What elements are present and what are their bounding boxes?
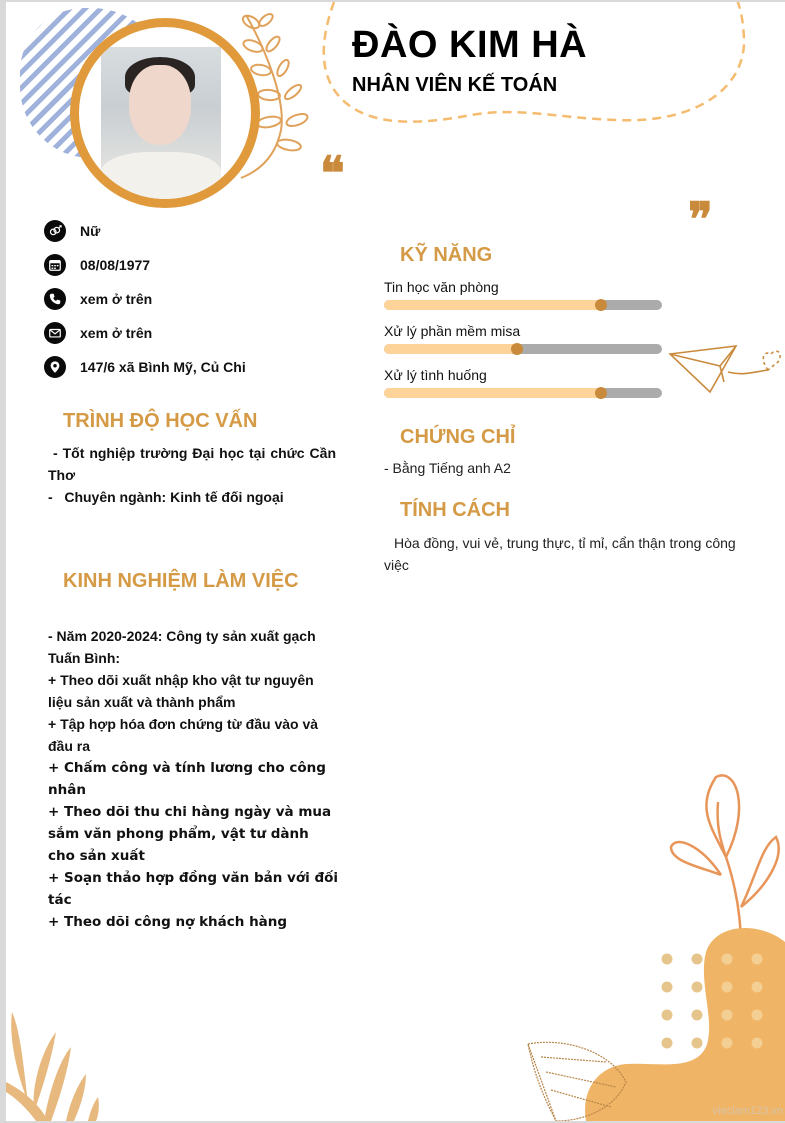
experience-line: + Tập hợp hóa đơn chứng từ đầu vào và đầu ra [48, 716, 319, 754]
skill-item [384, 278, 664, 322]
education-line: - Chuyên ngành: Kinh tế đối ngoại [48, 489, 284, 505]
close-quote-icon: ❞ [688, 192, 713, 246]
skill-label: Tin học văn phòng [384, 279, 499, 295]
experience-line: - Năm 2020-2024: Công ty sản xuất gạch Tuấn Bình: [48, 628, 316, 666]
contact-email [44, 316, 246, 350]
experience-line: + Theo dõi công nợ khách hàng [48, 914, 288, 930]
education-heading: TRÌNH ĐỘ HỌC VẤN [63, 410, 258, 432]
experience-line: + Soạn thảo hợp đồng văn bản với đối tác [48, 870, 339, 908]
skill-bar [384, 344, 662, 354]
experience-line: + Chấm công và tính lương cho công nhân [48, 760, 326, 798]
email-icon [44, 322, 66, 344]
email-value: xem ở trên [80, 325, 153, 341]
branch-decoration [656, 767, 785, 947]
paper-plane-decoration [668, 342, 785, 397]
orange-blob-decoration [526, 922, 785, 1121]
experience-heading: KINH NGHIỆM LÀM VIỆC [63, 570, 299, 592]
personality-content: Hòa đồng, vui vẻ, trung thực, tỉ mỉ, cẩn thận trong công việc [384, 535, 736, 573]
gender-value: Nữ [80, 223, 101, 239]
profile-photo-frame [70, 18, 260, 208]
contact-birthdate [44, 248, 246, 282]
education-line: - Tốt nghiệp trường Đại học tại chức Cần Thơ [48, 445, 340, 483]
gender-icon [44, 220, 66, 242]
skills-list [384, 278, 664, 410]
phone-icon [44, 288, 66, 310]
skill-item [384, 366, 664, 410]
calendar-icon [44, 254, 66, 276]
job-title: NHÂN VIÊN KẾ TOÁN [352, 74, 558, 96]
skill-label: Xử lý phần mềm misa [384, 323, 521, 339]
contact-address [44, 350, 246, 384]
profile-photo [101, 47, 221, 197]
skill-label: Xử lý tình huống [384, 367, 487, 383]
skills-heading: KỸ NĂNG [400, 244, 493, 266]
watermark: vieclam123.vn [712, 1105, 783, 1117]
address-value: 147/6 xã Bình Mỹ, Củ Chi [80, 359, 246, 375]
phone-value: xem ở trên [80, 291, 153, 307]
birthdate-value: 08/08/1977 [80, 257, 151, 273]
certificates-heading: CHỨNG CHỈ [400, 426, 516, 448]
contact-phone [44, 282, 246, 316]
cv-page [6, 2, 785, 1121]
skill-bar [384, 388, 662, 398]
experience-line: + Theo dõi xuất nhập kho vật tư nguyên liệu sản xuất và thành phẩm [48, 672, 314, 710]
education-content [48, 442, 340, 508]
certificates-content: - Bằng Tiếng anh A2 [384, 460, 511, 476]
leaf-decoration [6, 1002, 106, 1121]
contact-info [44, 214, 246, 384]
personality-heading: TÍNH CÁCH [400, 499, 510, 521]
candidate-name: ĐÀO KIM HÀ [352, 24, 588, 66]
dashed-cloud-decoration [316, 2, 756, 138]
experience-line: + Theo dõi thu chi hàng ngày và mua sắm văn phong phẩm, vật tư dành cho sản xuất [48, 804, 332, 864]
skill-item [384, 322, 664, 366]
skill-bar [384, 300, 662, 310]
contact-gender [44, 214, 246, 248]
location-icon [44, 356, 66, 378]
experience-content [48, 625, 340, 933]
open-quote-icon: ❝ [320, 146, 345, 200]
